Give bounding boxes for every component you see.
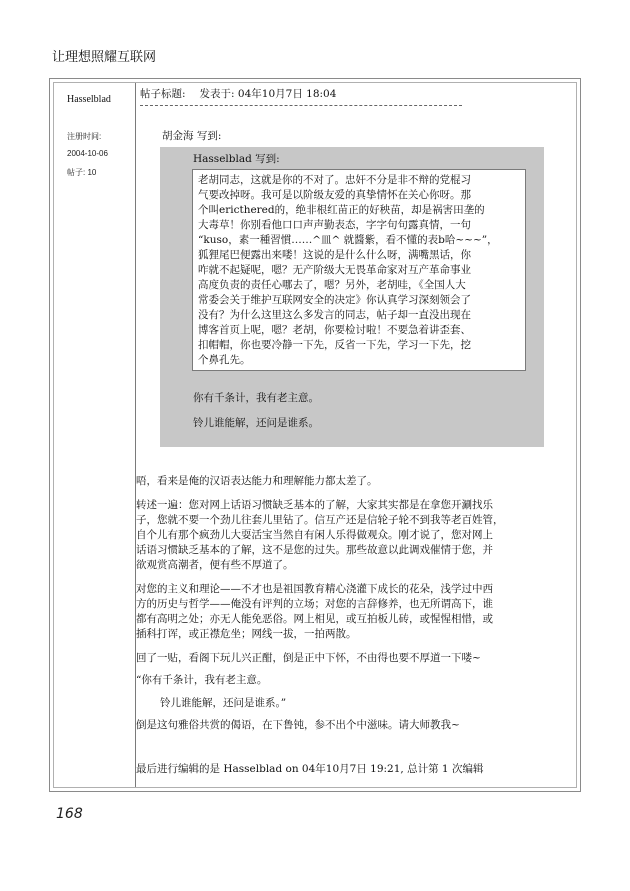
quote-line: 没有？为什么这里这么多发言的同志，帖子却一直没出现在 [198,309,471,321]
body-line: 回了一贴，看阁下玩儿兴正酣，倒是正中下怀，不由得也要不厚道一下喽~ [136,652,481,664]
page-number: 168 [56,806,83,822]
author-column [54,83,136,787]
quote-line: 咋就不起疑呢，嗯？无产阶级大无畏革命家对互产革命事业 [198,264,471,276]
body-line: 唔，看来是俺的汉语表达能力和理解能力都太差了。 [136,475,378,487]
quote-line: 气要改掉呀。我可是以阶级友爱的真挚情怀在关心你呀。那 [198,189,471,201]
quoted-signature-line: 你有千条计，我有老主意。 [193,392,319,404]
quoted-signature-line: 铃儿谁能解，还问是谁系。 [193,417,319,429]
quote-line: 个叫ericthered的，绝非根红苗正的好秧苗，却是祸害田垄的 [198,204,485,216]
site-title: 让理想照耀互联网 [52,50,157,65]
posted-date: 发表于: 04年10月7日 18:04 [199,88,337,100]
post-count: 帖子: 10 [67,168,97,177]
body-line: 都有高明之处；亦无人能免恶俗。网上相见，或互拍板儿砖，或惺惺相惜，或 [136,613,493,625]
body-line: 方的历史与哲学——俺没有评判的立场；对您的言辞修养，也无所谓高下，谁 [136,598,493,610]
quote-line: “kuso，素一種習慣……^皿^ 就醬紫，看不懂的表b哈~~~”， [198,234,498,246]
body-line: 子，您就不要一个劲儿往套儿里钻了。信互产还是信轮子轮不到我等老百姓管， [136,514,504,526]
body-line: 插科打诨，或正襟危坐；网线一拔，一拍两散。 [136,628,357,640]
header-divider [140,105,462,106]
post-header [140,86,336,101]
post-table [53,82,577,788]
registration-label: 注册时间: [67,132,102,141]
quote-line: 老胡同志，这就是你的不对了。忠奸不分是非不辩的党棍习 [198,174,471,186]
body-line: 转述一遍：您对网上话语习惯缺乏基本的了解，大家其实都是在拿您开涮找乐 [136,499,493,511]
quote-line: 个鼻孔先。 [198,354,251,366]
body-line: 话语习惯缺乏基本的了解，这不是您的过失。那些故意以此调戏催情于您，并 [136,544,493,556]
author-name[interactable]: Hasselblad [67,94,111,105]
body-line: 铃儿谁能解，还问是谁系。” [160,697,287,709]
quote-line: 博客首页上呢，嗯？老胡，你要检讨啦！不要急着讲歪套、 [198,324,471,336]
quote-line: 狐狸尾巴便露出来喽！这说的是什么什么呀，满嘴黑话，你 [198,249,471,261]
quote-line: 扣帽帽，你也要冷静一下先，反省一下先，学习一下先，挖 [198,339,471,351]
edit-note: 最后进行编辑的是 Hasselblad on 04年10月7日 19:21, 总计第 1 次编辑 [136,763,484,775]
outer-quote-box [160,147,544,447]
outer-quote-author: 胡金海 写到: [162,130,222,142]
quote-line: 大毒草！你别看他口口声声勤表态，字字句句露真情，一句 [198,219,471,231]
body-line: “你有千条计，我有老主意。 [136,674,268,686]
post-content-column [136,83,576,787]
subject-label: 帖子标题: [140,88,186,100]
inner-quote-box [192,169,526,371]
body-line: 自个儿有那个疯劲儿大耍活宝当然自有闲人乐得做观众。刚才说了，您对网上 [136,529,493,541]
body-line: 倒是这句雅俗共赏的偈语，在下鲁钝，参不出个中滋味。请大师教我~ [136,719,460,731]
body-line: 对您的主义和理论——不才也是祖国教育精心浇灌下成长的花朵，浅学过中西 [136,583,493,595]
quote-line: 常委会关于维护互联网安全的决定》你认真学习深刻领会了 [198,294,471,306]
inner-quote-author: Hasselblad 写到: [193,153,280,165]
quote-line: 高度负责的责任心哪去了，嗯？另外，老胡哇，《全国人大 [198,279,466,291]
body-line: 欲观赏高潮者，便有些不厚道了。 [136,559,294,571]
registration-date: 2004-10-06 [67,149,108,158]
forum-post-frame [49,78,581,792]
